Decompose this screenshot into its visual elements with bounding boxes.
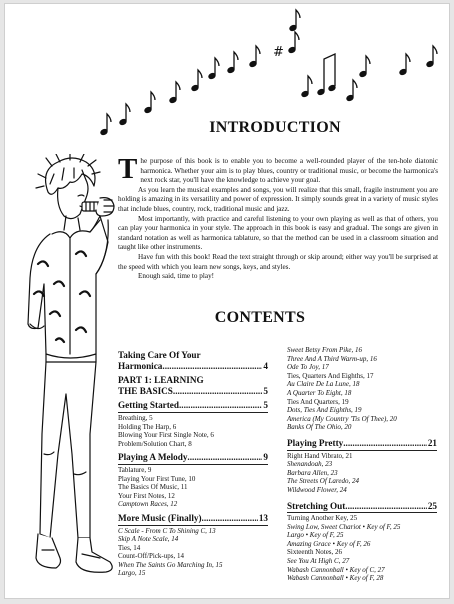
- toc-song[interactable]: Barbara Allen, 23: [287, 468, 338, 477]
- toc-item[interactable]: Ties, Quarters And Eighths, 17: [287, 371, 374, 380]
- toc-item[interactable]: Turning Another Key, 25: [287, 514, 358, 523]
- toc-song[interactable]: Ode To Joy, 17: [287, 363, 329, 372]
- toc-song[interactable]: When The Saints Go Marching In, 15: [118, 560, 223, 569]
- toc-song[interactable]: C Scale - From C To Shining C, 13: [118, 526, 216, 535]
- toc-entry-taking-care-line1: Taking Care Of Your: [118, 350, 201, 360]
- toc-song[interactable]: Camptown Races, 12: [118, 500, 178, 509]
- toc-page-number: 4: [263, 360, 268, 371]
- intro-paragraph-2: As you learn the musical examples and songs, you will realize that this small, fragile instrument you are holding is amazing in its versatility and power of expression. It simply sounds great in a variety of music styles that include blues, country, rock, traditional music and jazz.: [118, 185, 438, 213]
- toc-item[interactable]: Your First Notes, 12: [118, 491, 175, 500]
- divider: [118, 412, 268, 413]
- toc-page-number: 9: [263, 452, 268, 463]
- toc-section-getting-started[interactable]: Getting Started ..... 5: [118, 400, 268, 411]
- toc-section-stretching-out[interactable]: Stretching Out ..... 25: [287, 501, 437, 512]
- toc-page-number: 13: [258, 512, 268, 523]
- divider: [287, 450, 437, 451]
- toc-entry-part1-line1: PART 1: LEARNING: [118, 375, 204, 386]
- toc-item[interactable]: Count-Off/Pick-ups, 14: [118, 552, 184, 561]
- divider: [118, 464, 268, 465]
- harmonica-player-illustration: [20, 154, 130, 594]
- toc-page-number: 5: [263, 385, 268, 396]
- toc-song[interactable]: Sweet Betsy From Pike, 16: [287, 346, 362, 354]
- toc-song[interactable]: Wabash Cannonball • Key of F, 28: [287, 574, 384, 583]
- contents-column-right: [287, 346, 437, 583]
- contents-column-left: [118, 346, 268, 578]
- toc-item[interactable]: Breathing, 5: [118, 413, 153, 422]
- toc-song[interactable]: America (My Country 'Tis Of Thee), 20: [287, 414, 397, 423]
- toc-item[interactable]: Playing Your First Tune, 10: [118, 474, 196, 483]
- toc-item[interactable]: Blowing Your First Single Note, 6: [118, 431, 214, 440]
- toc-item[interactable]: Tablature, 9: [118, 465, 152, 474]
- toc-section-playing-pretty[interactable]: Playing Pretty ..... 21: [287, 438, 437, 449]
- toc-song[interactable]: A Quarter To Eight, 18: [287, 388, 352, 397]
- intro-paragraph-4: Have fun with this book! Read the text straight through or skip around; either way you'll be surprised at the speed with which you learn new songs, keys, and styles.: [118, 252, 438, 271]
- toc-page-number: 5: [263, 400, 268, 411]
- toc-song[interactable]: Au Claire De La Lune, 18: [287, 380, 360, 389]
- toc-section-playing-melody[interactable]: Playing A Melody ..... 9: [118, 452, 268, 463]
- toc-song[interactable]: Wabash Cannonball • Key of C, 27: [287, 565, 385, 574]
- toc-song[interactable]: Largo • Key of F, 25: [287, 531, 344, 540]
- intro-paragraph-3: Most importantly, with practice and careful listening to your own playing as well as that of others, you can play your harmonica in your style. The approach in this book is easy and gradual. The songs are given in standard notation as well as harmonica tablature, so that the method can be used in a classroom situation and taught like other instruments.: [118, 214, 438, 252]
- toc-song[interactable]: See You At High C, 27: [287, 557, 350, 566]
- intro-title: INTRODUCTION: [209, 119, 341, 136]
- toc-page-number: 21: [427, 437, 437, 448]
- toc-song[interactable]: Wildwood Flower, 24: [287, 485, 347, 494]
- drop-cap: T: [118, 153, 138, 185]
- toc-item[interactable]: Ties, 14: [118, 543, 141, 552]
- toc-song[interactable]: Shenandoah, 23: [287, 460, 333, 469]
- divider: [287, 512, 437, 513]
- intro-paragraph-5: Enough said, time to play!: [138, 272, 215, 281]
- toc-song[interactable]: Swing Low, Sweet Chariot • Key of F, 25: [287, 522, 401, 531]
- toc-item[interactable]: Holding The Harp, 6: [118, 422, 177, 431]
- toc-song[interactable]: Amazing Grace • Key of F, 26: [287, 539, 371, 548]
- toc-section-more-music[interactable]: More Music (Finally) ..... 13: [118, 513, 268, 524]
- toc-song[interactable]: Banks Of The Ohio, 20: [287, 423, 352, 432]
- toc-song[interactable]: Three And A Third Warm-up, 16: [287, 354, 377, 363]
- intro-paragraph-1: he purpose of this book is to enable you to become a well-rounded player of the ten-hole diatonic harmonica. Whether your aim is to play blues, country or traditional music, or become the harmonica's next rock star, you'll have the knowledge to achieve your goal.: [140, 157, 438, 185]
- divider: [118, 525, 268, 526]
- intro-text: [118, 153, 438, 282]
- toc-song[interactable]: Skip A Note Scale, 14: [118, 535, 179, 544]
- toc-item[interactable]: Ties And Quarters, 19: [287, 397, 349, 406]
- toc-item[interactable]: Sixteenth Notes, 26: [287, 548, 343, 557]
- toc-item[interactable]: The Basics Of Music, 11: [118, 483, 188, 492]
- toc-song[interactable]: Largo, 15: [118, 569, 146, 578]
- toc-entry-taking-care[interactable]: Harmonica ..... 4: [118, 361, 268, 372]
- toc-page-number: 25: [427, 500, 437, 511]
- book-page: [4, 3, 450, 599]
- toc-song[interactable]: Dots, Ties And Eighths, 19: [287, 406, 362, 415]
- toc-item[interactable]: Right Hand Vibrato, 21: [287, 451, 353, 460]
- svg-text:#: #: [273, 45, 284, 60]
- toc-song[interactable]: The Streets Of Laredo, 24: [287, 477, 360, 486]
- contents-title: CONTENTS: [214, 309, 306, 326]
- toc-entry-part1[interactable]: THE BASICS ..... 5: [118, 386, 268, 397]
- toc-item[interactable]: Problem/Solution Chart, 8: [118, 439, 192, 448]
